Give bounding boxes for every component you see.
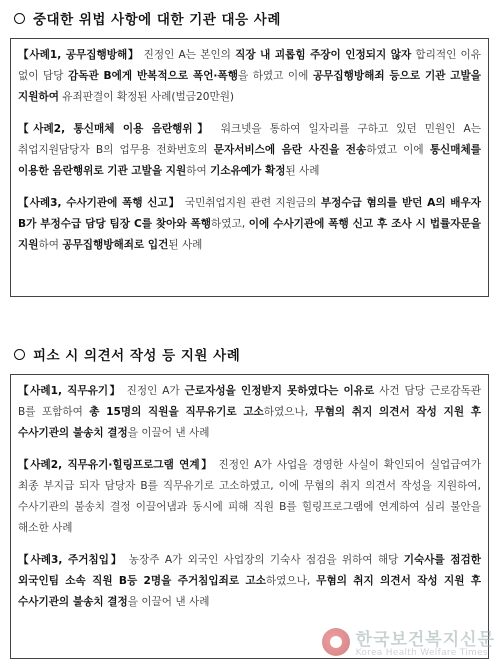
circle-bullet-icon: [14, 13, 25, 24]
circle-bullet-icon: [14, 349, 25, 360]
watermark: [322, 625, 495, 658]
newspaper-logo-icon: [322, 628, 350, 656]
case-item: 【사례1, 공무집행방해】 진정인 A는 본인의 직장 내 괴롭힘 주장이 인정되지 않자 합리적인 이유 없이 담당 감독관 B에게 반복적으로 폭언·폭행을 하였고 이에 공무집행방해죄 등으로 기관 고발을 지원하여 유죄판결이 확정된 사례(벌금20만원): [18, 49, 482, 103]
section2-box: [10, 374, 489, 659]
watermark-english: Korea Health Welfare Times: [355, 648, 488, 658]
section1-box: [10, 38, 489, 297]
case-item: 【사례3, 수사기관에 폭행 신고】 국민취업지원 관련 지원금의 부정수급 혐의를 받던 A의 배우자 B가 부정수급 담당 팀장 C를 찾아와 폭행하였고, 이에 수사기관에 폭행 신고 후 조사 시 법률자문을 지원하여 공무집행방해죄로 입건된 사례: [18, 197, 481, 251]
section1-title: 중대한 위법 사항에 대한 기관 대응 사례: [14, 8, 281, 28]
case-item: 【사례2, 직무유기·힐링프로그램 연계】 진정인 A가 사업을 경영한 사실이 확인되어 실업급여가 최종 부지급 되자 담당자 B를 직무유기로 고소하였고, 이에 무혐의 취지 의견서 작성을 지원하여, 수사기관의 불송치 결정 이끌어냄과 동시에 피해 직원 B를 힐링프로그램에 연계하여 심리 불안을 해소한 사례: [18, 459, 481, 534]
case-item: 【사례1, 직무유기】 진정인 A가 근로자성을 인정받지 못하였다는 이유로 사건 담당 근로감독관 B를 포함하여 총 15명의 직원을 직무유기로 고소하였으나, 무혐의 취지 의견서 작성 지원 후 수사기관의 불송치 결정을 이끌어 낸 사례: [18, 385, 482, 439]
watermark-korean: 한국보건복지신문: [355, 630, 495, 650]
case-item: 【사례2, 통신매체 이용 음란행위】 워크넷을 통하여 일자리를 구하고 있던 민원인 A는 취업지원담당자 B의 업무용 전화번호의 문자서비스에 음란 사진을 전송하였고 이에 통신매체를 이용한 음란행위로 기관 고발을 지원하여 기소유예가 확정된 사례: [18, 123, 481, 177]
case-item: 【사례3, 주거침입】 농장주 A가 외국인 사업장의 기숙사 점검을 위하여 해당 기숙사를 점검한 외국인팀 소속 직원 B등 2명을 주거침입죄로 고소하였으나, 무혐의 취지 의견서 작성 지원 후 수사기관의 불송치 결정을 이끌어 낸 사례: [18, 554, 482, 608]
section2-title: 피소 시 의견서 작성 등 지원 사례: [14, 344, 240, 364]
